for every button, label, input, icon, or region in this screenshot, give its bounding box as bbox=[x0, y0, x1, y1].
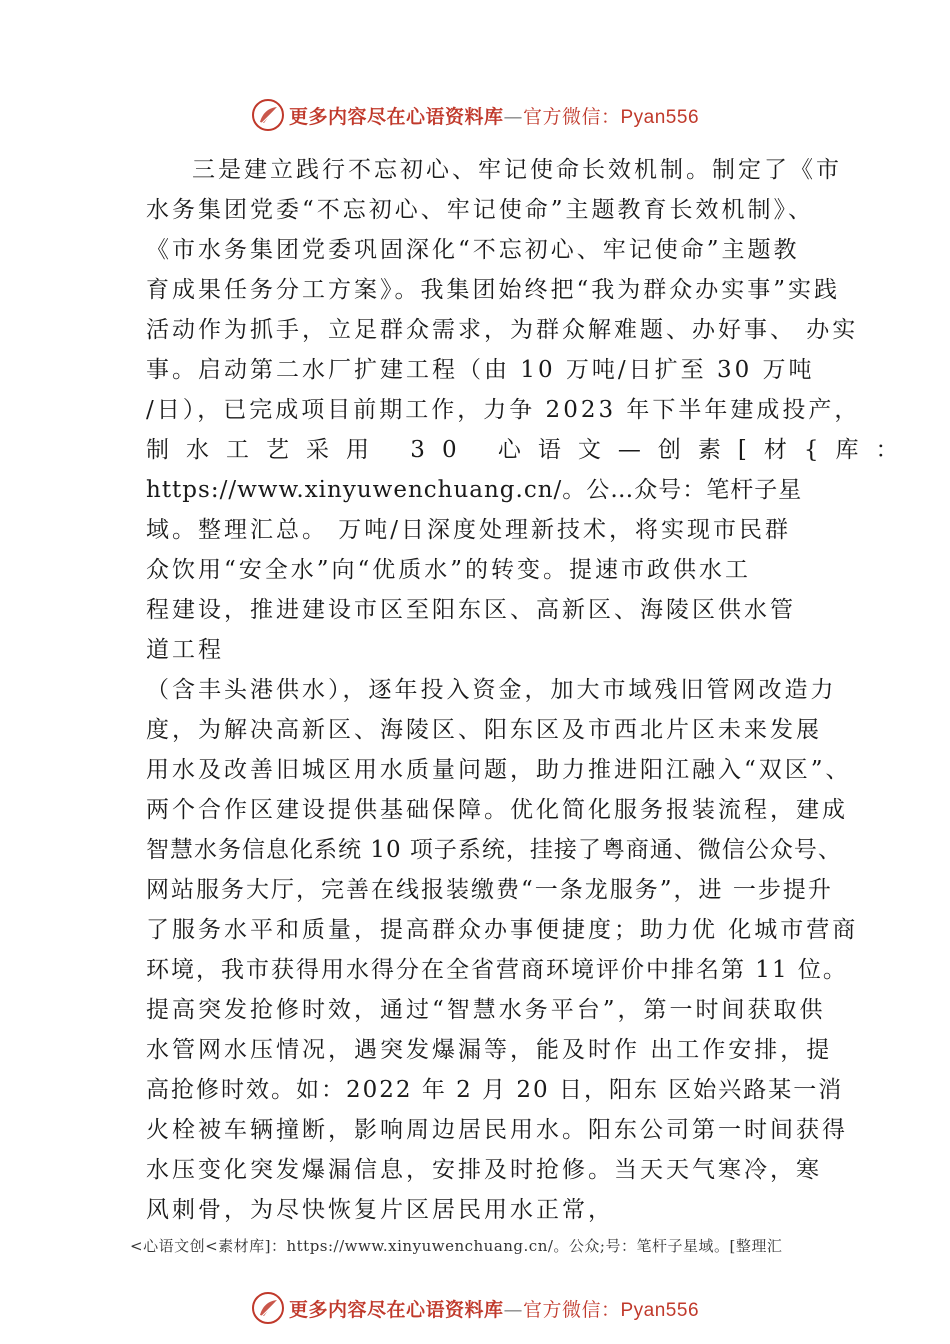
banner-brand: 更多内容尽在心语资料库 bbox=[288, 105, 504, 128]
text-line: 事。启动第二水厂扩建工程（由 10 万吨/日扩至 30 万吨 bbox=[146, 357, 815, 383]
text-line: 了服务水平和质量，提高群众办事便捷度；助力优 化城市营商 bbox=[146, 917, 859, 943]
text-line: 度，为解决高新区、海陵区、阳东区及市西北片区未来发展 bbox=[146, 717, 822, 743]
text-line: https://www.xinyuwenchuang.cn/。公…众号：笔杆子星 bbox=[146, 477, 803, 503]
text-line: 网站服务大厅，完善在线报装缴费“一条龙服务”，进 一步提升 bbox=[146, 877, 833, 903]
banner-text bbox=[289, 102, 699, 129]
banner-text bbox=[289, 1295, 699, 1322]
text-line: 环境，我市获得用水得分在全省营商环境评价中排名第 11 位。 bbox=[146, 957, 848, 983]
text-line: 域。整理汇总。 万吨/日深度处理新技术，将实现市民群 bbox=[146, 517, 792, 543]
text-line: 育成果任务分工方案》。我集团始终把“我为群众办实事”实践 bbox=[146, 277, 841, 303]
banner-official: 官方微信： bbox=[522, 1298, 621, 1321]
text-line: 火栓被车辆撞断，影响周边居民用水。阳东公司第一时间获得 bbox=[146, 1117, 848, 1143]
text-line: 智慧水务信息化系统 10 项子系统，挂接了粤商通、微信公众号、 bbox=[146, 837, 842, 863]
text-line: 三是建立践行不忘初心、牢记使命长效机制。制定了《市 bbox=[192, 157, 842, 183]
header-banner bbox=[0, 95, 950, 135]
text-line: 高抢修时效。如：2022 年 2 月 20 日，阳东 区始兴路某一消 bbox=[146, 1077, 844, 1103]
text-line: 道工程 bbox=[146, 637, 224, 663]
banner-wechat-id: Pyan556 bbox=[620, 106, 700, 128]
footer-note: <心语文创<素材库]：https://www.xinyuwenchuang.cn/。公众;号：笔杆子星域。[整理汇 bbox=[130, 1237, 783, 1255]
banner-official: 官方微信： bbox=[522, 105, 621, 128]
text-line: 风刺骨，为尽快恢复片区居民用水正常， bbox=[146, 1197, 614, 1223]
text-line: 水管网水压情况，遇突发爆漏等，能及时作 出工作安排，提 bbox=[146, 1037, 833, 1063]
text-line: 用水及改善旧城区用水质量问题，助力推进阳江融入“双区”、 bbox=[146, 757, 852, 783]
text-line: （含丰头港供水），逐年投入资金，加大市域残旧管网改造力 bbox=[146, 677, 837, 703]
text-line: 水务集团党委“不忘初心、牢记使命”主题教育长效机制》、 bbox=[146, 197, 815, 223]
text-line: 程建设，推进建设市区至阳东区、高新区、海陵区供水管 bbox=[146, 597, 796, 623]
text-line: 众饮用“安全水”向“优质水”的转变。提速市政供水工 bbox=[146, 557, 752, 583]
banner-separator: — bbox=[503, 1298, 523, 1321]
text-line: 制水工艺采用 30 心语文—创素[材{库： bbox=[146, 437, 916, 463]
banner-separator: — bbox=[503, 105, 523, 128]
banner-wechat-id: Pyan556 bbox=[620, 1299, 700, 1321]
text-line: 水压变化突发爆漏信息，安排及时抢修。当天天气寒冷，寒 bbox=[146, 1157, 822, 1183]
logo-icon bbox=[251, 1291, 285, 1325]
text-line: 两个合作区建设提供基础保障。优化简化服务报装流程，建成 bbox=[146, 797, 848, 823]
banner-brand: 更多内容尽在心语资料库 bbox=[288, 1298, 504, 1321]
document-body bbox=[146, 150, 916, 1230]
logo-icon bbox=[251, 98, 285, 132]
text-line: 提高突发抢修时效，通过“智慧水务平台”，第一时间获取供 bbox=[146, 997, 826, 1023]
footer-banner bbox=[0, 1288, 950, 1328]
text-line: 活动作为抓手，立足群众需求，为群众解难题、办好事、 办实 bbox=[146, 317, 859, 343]
text-line: /日），已完成项目前期工作，力争 2023 年下半年建成投产， bbox=[146, 397, 861, 423]
text-line: 《市水务集团党委巩固深化“不忘初心、牢记使命”主题教 bbox=[146, 237, 800, 263]
